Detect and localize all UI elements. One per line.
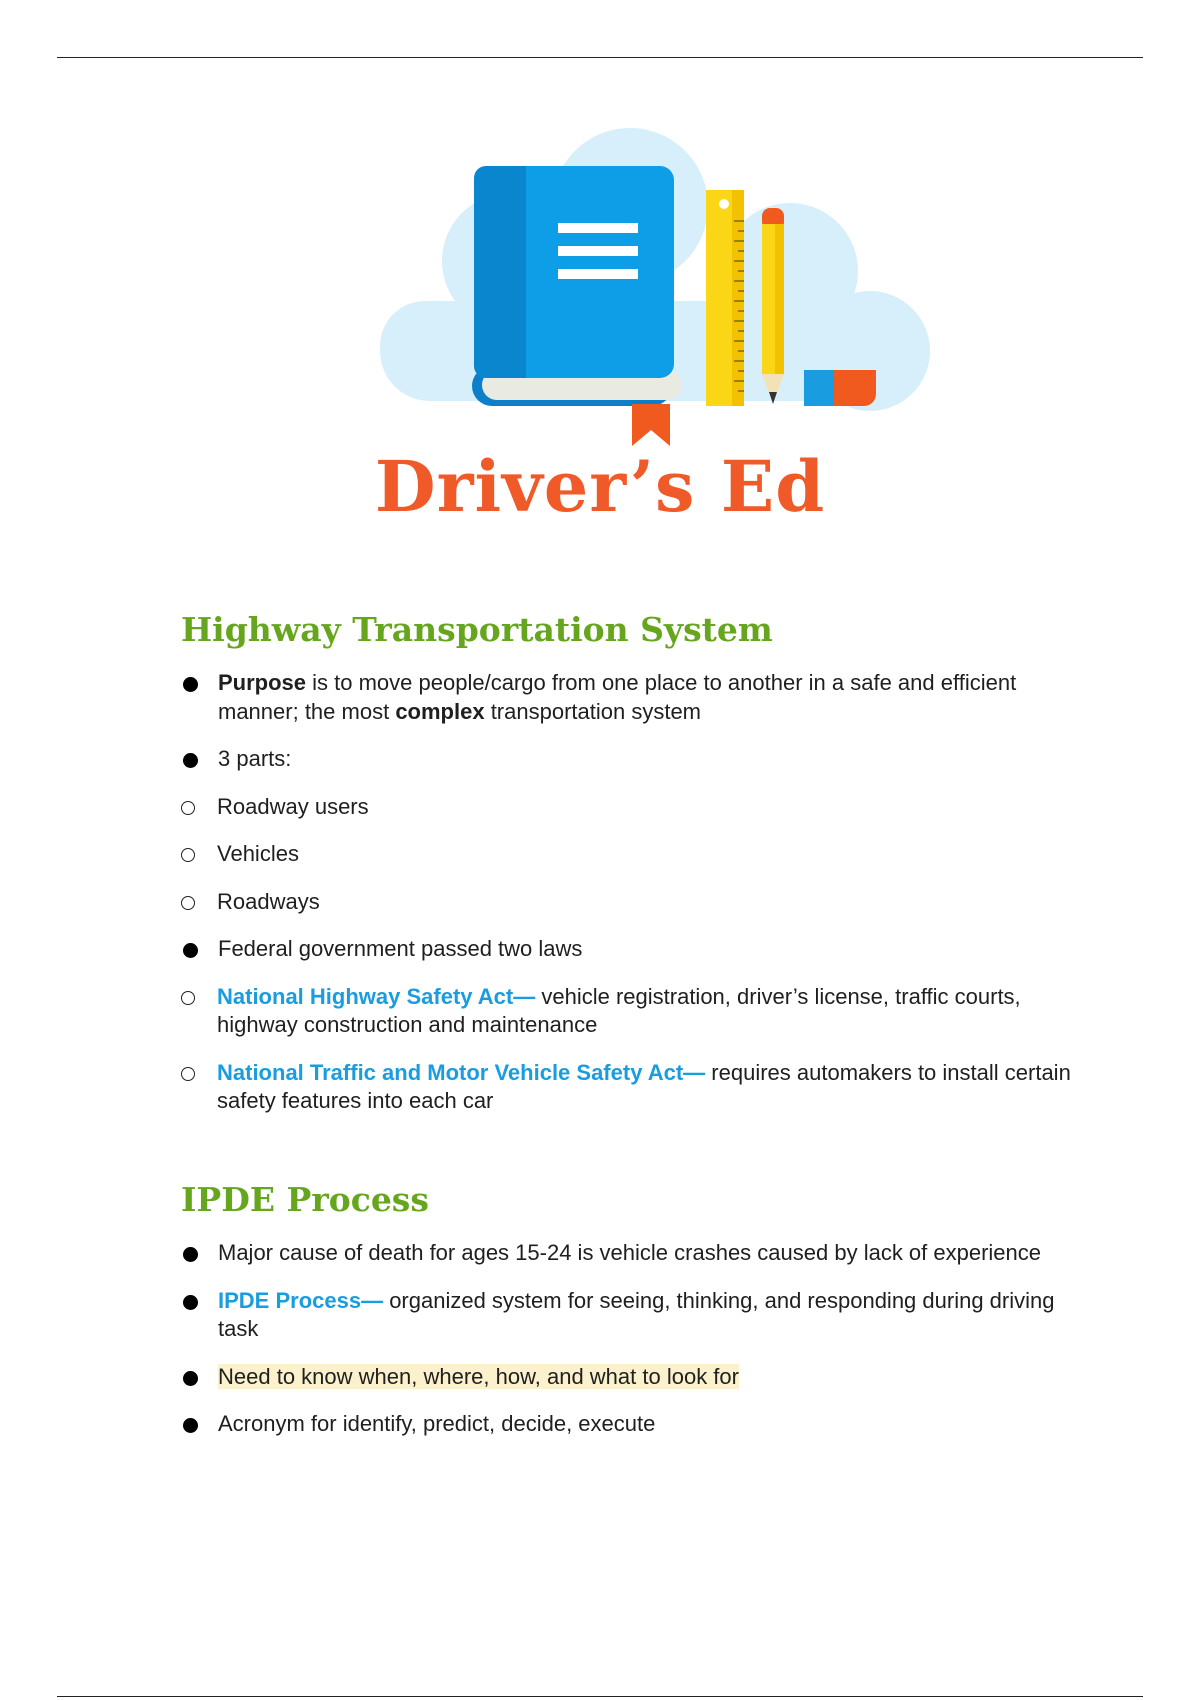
sub-item: Roadways — [181, 888, 1081, 917]
sub-item: Roadway users — [181, 793, 1081, 822]
term: National Highway Safety Act— — [217, 983, 536, 1009]
top-rule — [57, 57, 1143, 58]
text: is to move people/cargo from one place to another in a safe and efficient manner; the most — [218, 670, 1017, 724]
bullet-list — [181, 1239, 1081, 1439]
ruler-icon — [706, 190, 744, 406]
term-complex: complex — [395, 698, 485, 724]
list-item-know — [181, 1363, 1081, 1392]
sub-list-laws — [181, 983, 1081, 1116]
list-item-acronym: Acronym for identify, predict, decide, execute — [181, 1410, 1081, 1439]
list-item-laws — [181, 935, 1081, 964]
term: National Traffic and Motor Vehicle Safety Act— — [217, 1059, 706, 1085]
text: 3 parts: — [218, 746, 292, 771]
text: transportation system — [484, 698, 702, 724]
eraser-icon — [804, 370, 876, 406]
bookmark-icon — [632, 404, 670, 446]
section-heading: IPDE Process — [181, 1180, 429, 1219]
text: Federal government passed two laws — [218, 936, 583, 961]
list-item-purpose — [181, 669, 1081, 726]
text: vehicle registration, driver’s license, traffic courts, highway construction and maintenance — [217, 983, 1021, 1037]
list-item-ipde — [181, 1287, 1081, 1344]
drivers-ed-illustration — [370, 126, 930, 446]
section-ipde-process — [181, 1180, 1081, 1439]
sub-list-parts — [181, 793, 1081, 917]
sub-item-motor-vehicle-safety-act — [181, 1059, 1081, 1116]
bottom-rule — [57, 1696, 1143, 1697]
list-item-parts — [181, 745, 1081, 774]
bullet-list — [181, 669, 1081, 774]
bullet-list — [181, 935, 1081, 964]
page-title: Driver’s Ed — [374, 445, 826, 528]
term-purpose: Purpose — [218, 670, 307, 695]
section-highway-transportation-system — [181, 610, 1081, 1116]
text: requires automakers to install certain safety features into each car — [217, 1059, 1071, 1113]
pencil-icon — [762, 208, 784, 404]
list-item-cause: Major cause of death for ages 15-24 is vehicle crashes caused by lack of experience — [181, 1239, 1081, 1268]
sub-item-highway-safety-act — [181, 983, 1081, 1040]
highlighted-text: Need to know when, where, how, and what to look for — [218, 1363, 739, 1389]
section-heading: Highway Transportation System — [181, 610, 773, 649]
text: organized system for seeing, thinking, and responding during driving task — [218, 1287, 1055, 1341]
term: IPDE Process— — [218, 1287, 384, 1313]
sub-item: Vehicles — [181, 840, 1081, 869]
book-icon — [472, 166, 682, 446]
